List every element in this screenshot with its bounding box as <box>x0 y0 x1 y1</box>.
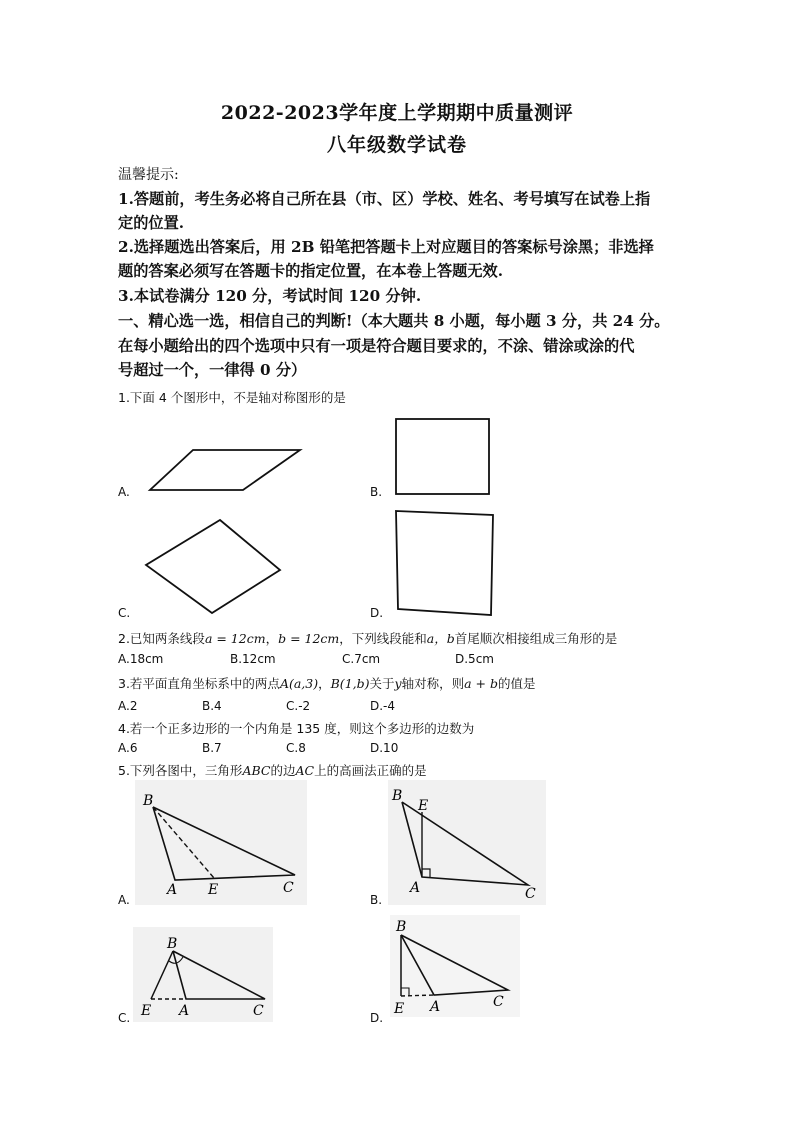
q2-stem-part-3: 首尾顺次相接组成三角形的是 <box>454 631 618 646</box>
q5-stem-part-2: 的边 <box>270 763 296 778</box>
q5d-vertex-b: B <box>396 919 407 935</box>
q5-label-d: D. <box>370 1011 384 1025</box>
q3-stem <box>118 674 688 692</box>
notice-line-1: 1.答题前，考生务必将自己所在县（市、区）学校、姓名、考号填写在试卷上指 <box>118 190 651 208</box>
q5d-vertex-a: A <box>430 999 441 1015</box>
q2-stem <box>118 629 688 647</box>
q3-separator: ， <box>318 676 331 691</box>
notice-line-3: 2.选择题选出答案后，用 2B 铅笔把答题卡上对应题目的答案标号涂黑；非选择 <box>118 238 654 256</box>
q5d-vertex-c: C <box>493 994 504 1010</box>
q5c-vertex-a: A <box>179 1003 190 1019</box>
q5-stem <box>118 761 688 779</box>
q3-expression: a + b <box>464 676 498 691</box>
q5-figure-b <box>388 780 546 905</box>
q2-stem-part-1: 2.已知两条线段 <box>118 631 205 646</box>
q5b-vertex-e: E <box>418 798 429 814</box>
q4-option-a: A.6 <box>118 741 138 755</box>
q3-stem-part-1: 3.若平面直角坐标系中的两点 <box>118 676 280 691</box>
q5-label-b: B. <box>370 893 383 907</box>
q2-separator: ， <box>265 631 279 646</box>
q5-side: AC <box>295 763 315 778</box>
notice-line-4: 题的答案必须写在答题卡的指定位置，在本卷上答题无效. <box>118 262 503 280</box>
q1-label-c: C. <box>118 606 131 620</box>
q2-segment-b: b = 12cm <box>278 631 340 646</box>
q3-option-d: D.-4 <box>370 699 396 713</box>
q2-stem-part-2: ，下列线段能和 <box>339 631 427 646</box>
q5-figure-d <box>390 915 520 1017</box>
q5c-vertex-b: B <box>167 936 178 952</box>
q4-option-c: C.8 <box>286 741 306 755</box>
q3-stem-part-4: 的值是 <box>497 676 536 691</box>
q5-label-a: A. <box>118 893 130 907</box>
q5-stem-part-1: 5.下列各图中，三角形 <box>118 763 243 778</box>
q2-vars: a，b <box>426 631 455 646</box>
q4-option-d: D.10 <box>370 741 399 755</box>
q1-label-d: D. <box>370 606 384 620</box>
q3-option-a: A.2 <box>118 699 138 713</box>
exam-title: 2022-2023学年度上学期期中质量测评 <box>220 102 574 124</box>
q5a-vertex-b: B <box>143 793 154 809</box>
q2-option-b: B.12cm <box>230 652 276 666</box>
q5a-vertex-e: E <box>208 882 219 898</box>
q4-stem: 4.若一个正多边形的一个内角是 135 度，则这个多边形的边数为 <box>118 721 475 736</box>
q2-option-d: D.5cm <box>455 652 494 666</box>
q5a-vertex-c: C <box>283 880 294 896</box>
q1-label-b: B. <box>370 485 383 499</box>
q1-figure-d-square <box>388 505 503 620</box>
q3-stem-part-3: 轴对称，则 <box>401 676 465 691</box>
notice-line-2: 定的位置. <box>118 214 185 232</box>
q2-segment-a: a = 12cm <box>204 631 266 646</box>
q2-option-a: A.18cm <box>118 652 164 666</box>
q5b-vertex-c: C <box>525 886 536 902</box>
notice-heading: 温馨提示: <box>118 167 179 183</box>
q5c-vertex-e: E <box>141 1003 152 1019</box>
q3-point-a: A(a,3) <box>279 676 319 691</box>
exam-subtitle: 八年级数学试卷 <box>326 134 467 156</box>
q5-label-c: C. <box>118 1011 131 1025</box>
q5-figure-c <box>133 927 273 1022</box>
notice-line-5: 3.本试卷满分 120 分，考试时间 120 分钟. <box>118 287 422 305</box>
q2-option-c: C.7cm <box>342 652 381 666</box>
q1-label-a: A. <box>118 485 130 499</box>
q3-option-c: C.-2 <box>286 699 311 713</box>
q5-figure-a <box>135 780 307 905</box>
q5c-vertex-c: C <box>253 1003 264 1019</box>
section-heading-line-3: 号超过一个，一律得 0 分） <box>118 361 307 379</box>
q5b-vertex-b: B <box>392 788 403 804</box>
q5a-vertex-a: A <box>167 882 178 898</box>
q3-point-b: B(1,b) <box>330 676 370 691</box>
q5d-vertex-e: E <box>394 1001 405 1017</box>
q1-figure-b-rectangle <box>388 413 498 503</box>
q5-stem-part-3: 上的高画法正确的是 <box>314 763 427 778</box>
q5b-vertex-a: A <box>410 880 421 896</box>
q3-axis: y <box>394 676 402 691</box>
q5-triangle: ABC <box>242 763 271 778</box>
q3-stem-part-2: 关于 <box>369 676 395 691</box>
q1-stem: 1.下面 4 个图形中，不是轴对称图形的是 <box>118 390 346 405</box>
q3-option-b: B.4 <box>202 699 222 713</box>
section-heading-line-1: 一、精心选一选，相信自己的判断!（本大题共 8 小题，每小题 3 分，共 24 分。 <box>118 312 670 330</box>
q4-option-b: B.7 <box>202 741 222 755</box>
section-heading-line-2: 在每小题给出的四个选项中只有一项是符合题目要求的，不涂、错涂或涂的代 <box>118 337 635 355</box>
q1-figure-c-rhombus <box>140 515 290 615</box>
q1-figure-a-parallelogram <box>145 438 305 498</box>
